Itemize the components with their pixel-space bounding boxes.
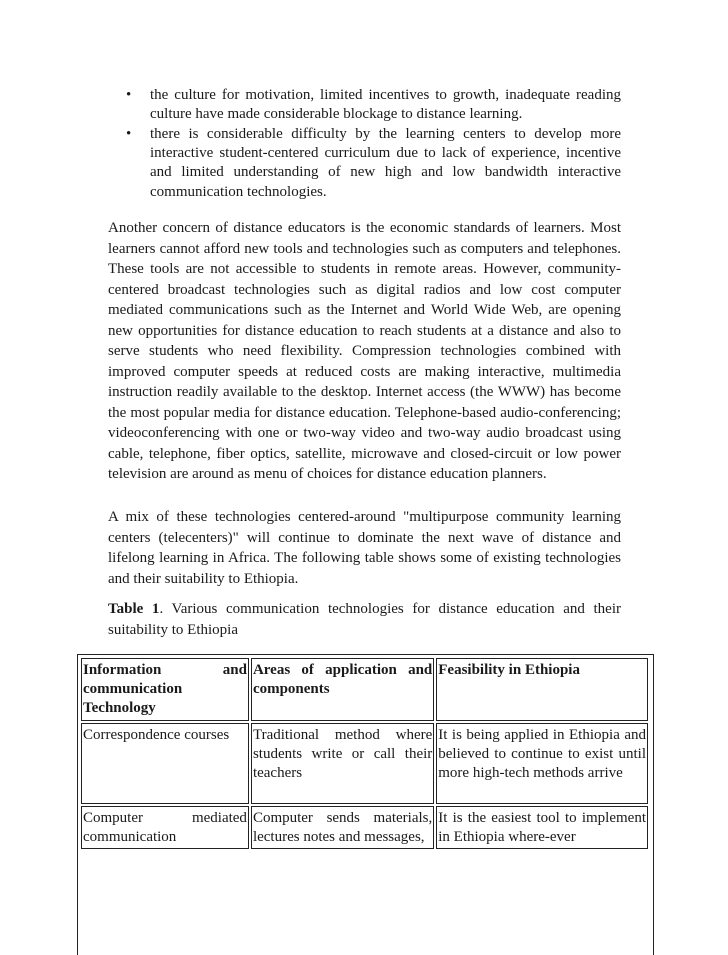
bullet-text: there is considerable difficulty by the learning centers to develop more interactive student-centered curriculum due to lack of experience, incentive and limited understanding of new high and low bandwidth interactive communication technologies. [150, 125, 621, 200]
bullet-text: the culture for motivation, limited incentives to growth, inadequate reading culture have made considerable blockage to distance learning. [150, 87, 621, 123]
table-caption [108, 599, 621, 640]
header-cell-application: Areas of application and components [251, 658, 434, 721]
table-caption-text: . Various communication technologies for distance education and their suitability to Ethiopia [108, 601, 621, 638]
table-row [81, 723, 648, 804]
bullet-item [108, 125, 621, 202]
table-cell: It is being applied in Ethiopia and believed to continue to exist until more high-tech methods arrive [436, 723, 648, 804]
header-cell-technology: Information and communication Technology [81, 658, 249, 721]
bullet-item [108, 86, 621, 124]
technology-table [79, 656, 650, 851]
paragraph-economic-concern: Another concern of distance educators is the economic standards of learners. Most learners cannot afford new tools and technologies such as computers and telephones. These tools are not accessible to students in remote areas. However, community-centered broadcast technologies such as digital radios and low cost computer mediated communications such as the Internet and World Wide Web, are opening new opportunities for distance education to reach students at a distance and also to serve students who need flexibility. Compression technologies combined with improved computer speeds at reduced costs are making interactive, multimedia instruction readily available to the desktop. Internet access (the WWW) has become the most popular media for distance education. Telephone-based audio-conferencing; videoconferencing with one or two-way video and two-way audio broadcast using cable, telephone, fiber optics, satellite, microwave and closed-circuit or low power television are around as menu of choices for distance education planners. [108, 220, 621, 482]
table-header-row [81, 658, 648, 721]
bullet-marker: • [126, 125, 132, 142]
header-cell-feasibility: Feasibility in Ethiopia [436, 658, 648, 721]
table-cell: Correspondence courses [81, 723, 249, 804]
bullet-marker: • [126, 87, 132, 103]
table-row [81, 806, 648, 849]
table-cell: It is the easiest tool to implement in Ethiopia where-ever [436, 806, 648, 849]
paragraph-technology-mix: A mix of these technologies centered-around "multipurpose community learning centers (telecenters)" will continue to dominate the next wave of distance and lifelong learning in Africa. The following table shows some of existing technologies and their suitability to Ethiopia. [108, 509, 621, 587]
technology-table-frame [77, 654, 654, 955]
table-cell: Computer sends materials, lectures notes and messages, [251, 806, 434, 849]
table-cell: Traditional method where students write or call their teachers [251, 723, 434, 804]
table-caption-label: Table 1 [108, 601, 160, 617]
table-cell: Computer mediated communication [81, 806, 249, 849]
bullet-list [108, 86, 621, 202]
